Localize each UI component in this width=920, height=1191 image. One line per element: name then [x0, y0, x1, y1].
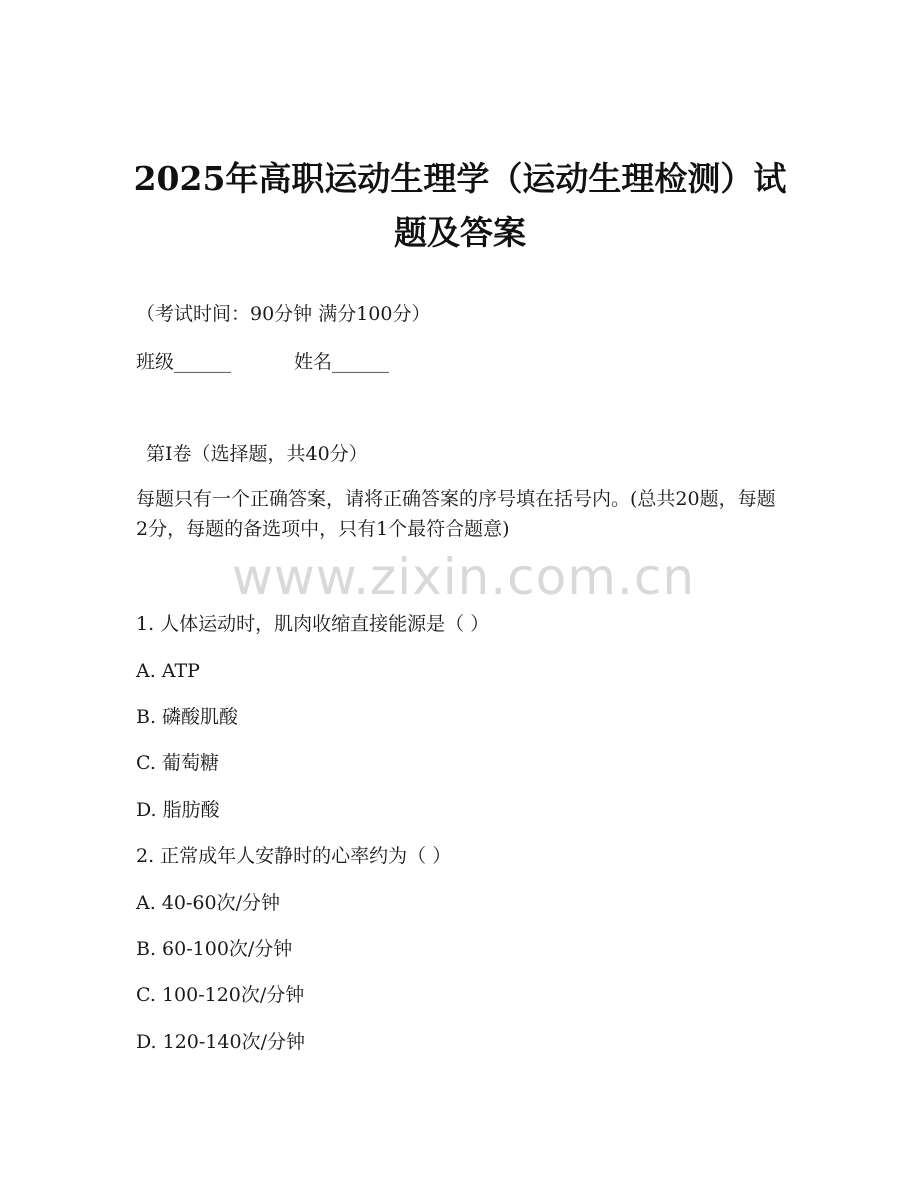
document-title: 2025年高职运动生理学（运动生理检测）试题及答案: [133, 159, 787, 252]
question-2-option-b: B. 60-100次/分钟: [136, 938, 293, 960]
watermark: www.zixin.com.cn: [232, 548, 696, 606]
question-1-stem: 1. 人体运动时，肌肉收缩直接能源是（ ）: [136, 613, 490, 635]
question-2-option-d: D. 120-140次/分钟: [136, 1031, 305, 1053]
question-1-option-b: B. 磷酸肌酸: [136, 706, 239, 728]
section-title: 第Ⅰ卷（选择题，共40分）: [146, 443, 368, 465]
question-2-option-c: C. 100-120次/分钟: [136, 984, 305, 1006]
instructions: 每题只有一个正确答案，请将正确答案的序号填在括号内。(总共20题，每题2分，每题的备选项中，只有1个最符合题意): [136, 488, 776, 540]
name-label: 姓名______: [294, 351, 390, 373]
question-2-stem: 2. 正常成年人安静时的心率约为（ ）: [136, 845, 452, 867]
question-2-option-a: A. 40-60次/分钟: [136, 892, 280, 914]
question-1-option-a: A. ATP: [136, 660, 200, 682]
question-1-option-c: C. 葡萄糖: [136, 752, 219, 774]
question-1-option-d: D. 脂肪酸: [136, 799, 220, 821]
class-label: 班级______: [136, 351, 232, 373]
exam-info: （考试时间：90分钟 满分100分）: [136, 303, 431, 325]
